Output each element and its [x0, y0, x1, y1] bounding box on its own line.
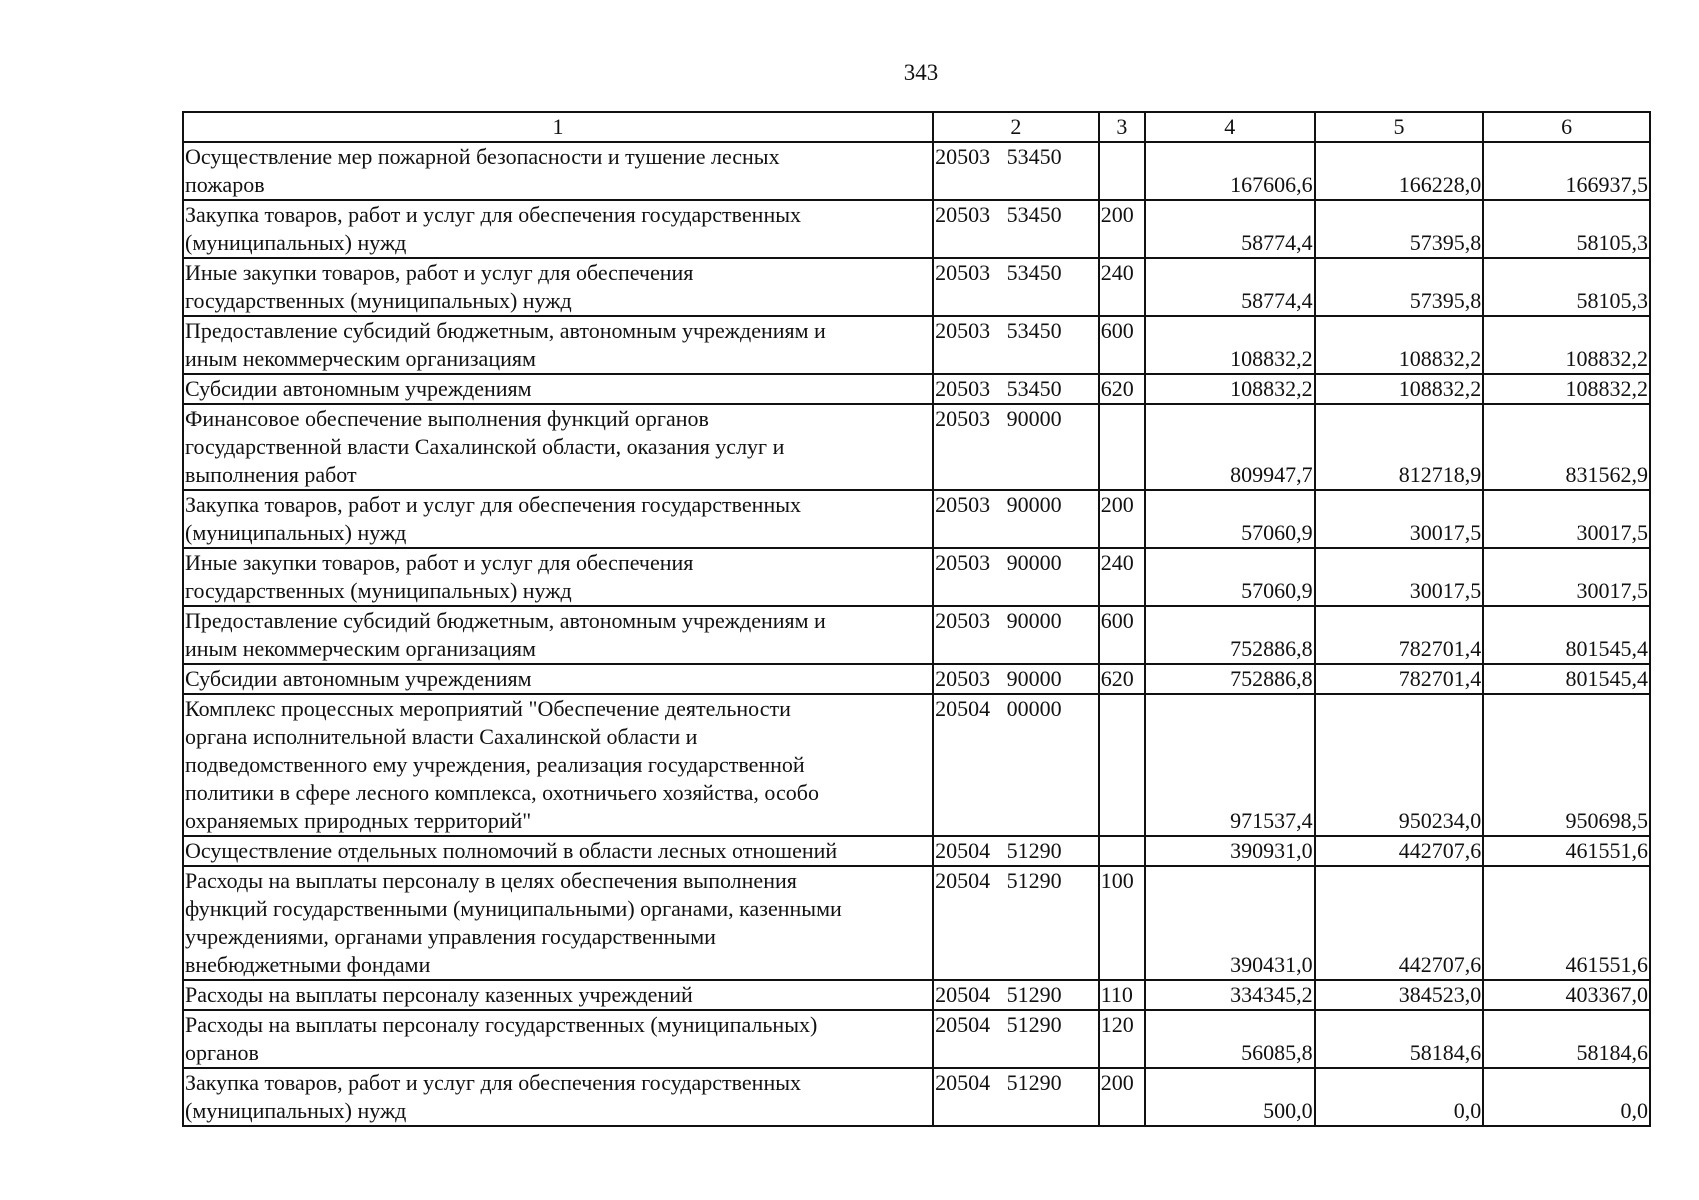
row-description: Закупка товаров, работ и услуг для обеспечения государственных (муниципальных) нужд [183, 200, 933, 258]
row-expense-type: 120 [1099, 1010, 1145, 1068]
table-row [183, 836, 1650, 866]
row-value-col4: 390431,0 [1145, 866, 1315, 980]
row-value-col6: 30017,5 [1483, 490, 1650, 548]
row-code: 20503 90000 [933, 606, 1099, 664]
column-header: 2 [933, 112, 1099, 142]
row-code: 20503 90000 [933, 548, 1099, 606]
row-code: 20503 53450 [933, 374, 1099, 404]
row-expense-type: 200 [1099, 490, 1145, 548]
row-description: Комплекс процессных мероприятий "Обеспечение деятельности органа исполнительной власти Сахалинской области и подведомственного ему учреждения, реализация государственной политики в сфере лесного комплекса, охотничьего хозяйства, особо охраняемых природных территорий" [183, 694, 933, 836]
table-row [183, 1010, 1650, 1068]
row-value-col4: 334345,2 [1145, 980, 1315, 1010]
column-header: 4 [1145, 112, 1315, 142]
row-value-col5: 442707,6 [1315, 866, 1484, 980]
row-code: 20504 00000 [933, 694, 1099, 836]
row-description: Предоставление субсидий бюджетным, автономным учреждениям и иным некоммерческим организациям [183, 606, 933, 664]
row-description: Осуществление отдельных полномочий в области лесных отношений [183, 836, 933, 866]
row-expense-type: 100 [1099, 866, 1145, 980]
row-value-col6: 58105,3 [1483, 258, 1650, 316]
budget-table-body [183, 112, 1650, 1126]
row-value-col4: 500,0 [1145, 1068, 1315, 1126]
row-expense-type: 600 [1099, 606, 1145, 664]
table-row [183, 866, 1650, 980]
row-value-col5: 442707,6 [1315, 836, 1484, 866]
row-description: Расходы на выплаты персоналу в целях обеспечения выполнения функций государственными (муниципальными) органами, казенными учреждениями, органами управления государственными внебюджетными фондами [183, 866, 933, 980]
column-header: 5 [1315, 112, 1484, 142]
row-value-col6: 108832,2 [1483, 316, 1650, 374]
row-description: Субсидии автономным учреждениям [183, 374, 933, 404]
row-description: Расходы на выплаты персоналу государственных (муниципальных) органов [183, 1010, 933, 1068]
row-value-col4: 971537,4 [1145, 694, 1315, 836]
table-row [183, 548, 1650, 606]
row-code: 20503 90000 [933, 664, 1099, 694]
row-value-col5: 950234,0 [1315, 694, 1484, 836]
row-value-col6: 0,0 [1483, 1068, 1650, 1126]
row-expense-type: 240 [1099, 548, 1145, 606]
row-value-col6: 801545,4 [1483, 606, 1650, 664]
row-value-col5: 57395,8 [1315, 200, 1484, 258]
row-value-col6: 950698,5 [1483, 694, 1650, 836]
row-expense-type: 110 [1099, 980, 1145, 1010]
row-value-col5: 0,0 [1315, 1068, 1484, 1126]
table-row [183, 404, 1650, 490]
row-code: 20503 53450 [933, 258, 1099, 316]
row-expense-type: 620 [1099, 374, 1145, 404]
row-description: Субсидии автономным учреждениям [183, 664, 933, 694]
row-code: 20503 53450 [933, 200, 1099, 258]
row-value-col5: 782701,4 [1315, 664, 1484, 694]
table-row [183, 316, 1650, 374]
row-value-col5: 30017,5 [1315, 490, 1484, 548]
row-expense-type: 620 [1099, 664, 1145, 694]
row-value-col4: 108832,2 [1145, 374, 1315, 404]
table-row [183, 664, 1650, 694]
row-code: 20504 51290 [933, 980, 1099, 1010]
row-expense-type [1099, 142, 1145, 200]
table-row [183, 980, 1650, 1010]
row-value-col4: 752886,8 [1145, 606, 1315, 664]
table-row [183, 490, 1650, 548]
row-value-col5: 30017,5 [1315, 548, 1484, 606]
table-header-row [183, 112, 1650, 142]
row-value-col6: 831562,9 [1483, 404, 1650, 490]
row-code: 20503 53450 [933, 316, 1099, 374]
row-value-col6: 403367,0 [1483, 980, 1650, 1010]
table-row [183, 142, 1650, 200]
budget-table [182, 111, 1651, 1127]
row-value-col6: 30017,5 [1483, 548, 1650, 606]
table-row [183, 374, 1650, 404]
row-value-col5: 57395,8 [1315, 258, 1484, 316]
row-value-col6: 108832,2 [1483, 374, 1650, 404]
row-value-col4: 752886,8 [1145, 664, 1315, 694]
row-value-col4: 809947,7 [1145, 404, 1315, 490]
row-value-col5: 108832,2 [1315, 316, 1484, 374]
row-value-col6: 166937,5 [1483, 142, 1650, 200]
row-expense-type: 240 [1099, 258, 1145, 316]
table-row [183, 1068, 1650, 1126]
row-value-col5: 384523,0 [1315, 980, 1484, 1010]
table-row [183, 606, 1650, 664]
row-value-col5: 108832,2 [1315, 374, 1484, 404]
table-row [183, 258, 1650, 316]
row-value-col6: 58105,3 [1483, 200, 1650, 258]
row-description: Финансовое обеспечение выполнения функций органов государственной власти Сахалинской области, оказания услуг и выполнения работ [183, 404, 933, 490]
row-value-col5: 58184,6 [1315, 1010, 1484, 1068]
row-expense-type: 200 [1099, 1068, 1145, 1126]
column-header: 6 [1483, 112, 1650, 142]
row-code: 20503 90000 [933, 490, 1099, 548]
row-code: 20504 51290 [933, 836, 1099, 866]
row-description: Закупка товаров, работ и услуг для обеспечения государственных (муниципальных) нужд [183, 1068, 933, 1126]
row-value-col4: 108832,2 [1145, 316, 1315, 374]
row-value-col4: 56085,8 [1145, 1010, 1315, 1068]
table-row [183, 200, 1650, 258]
row-value-col6: 461551,6 [1483, 866, 1650, 980]
column-header: 3 [1099, 112, 1145, 142]
row-value-col6: 461551,6 [1483, 836, 1650, 866]
row-description: Иные закупки товаров, работ и услуг для обеспечения государственных (муниципальных) нужд [183, 258, 933, 316]
row-value-col5: 166228,0 [1315, 142, 1484, 200]
row-value-col4: 58774,4 [1145, 200, 1315, 258]
row-code: 20504 51290 [933, 1068, 1099, 1126]
row-description: Предоставление субсидий бюджетным, автономным учреждениям и иным некоммерческим организациям [183, 316, 933, 374]
row-value-col4: 57060,9 [1145, 548, 1315, 606]
row-code: 20503 53450 [933, 142, 1099, 200]
row-code: 20504 51290 [933, 866, 1099, 980]
column-header: 1 [183, 112, 933, 142]
table-row [183, 694, 1650, 836]
row-description: Закупка товаров, работ и услуг для обеспечения государственных (муниципальных) нужд [183, 490, 933, 548]
row-value-col4: 167606,6 [1145, 142, 1315, 200]
row-expense-type [1099, 836, 1145, 866]
row-expense-type: 200 [1099, 200, 1145, 258]
row-code: 20503 90000 [933, 404, 1099, 490]
row-code: 20504 51290 [933, 1010, 1099, 1068]
row-value-col5: 782701,4 [1315, 606, 1484, 664]
row-description: Расходы на выплаты персоналу казенных учреждений [183, 980, 933, 1010]
row-value-col4: 390931,0 [1145, 836, 1315, 866]
row-description: Иные закупки товаров, работ и услуг для обеспечения государственных (муниципальных) нужд [183, 548, 933, 606]
row-expense-type [1099, 404, 1145, 490]
row-value-col5: 812718,9 [1315, 404, 1484, 490]
row-value-col6: 58184,6 [1483, 1010, 1650, 1068]
row-expense-type [1099, 694, 1145, 836]
row-value-col6: 801545,4 [1483, 664, 1650, 694]
page-number: 343 [903, 60, 939, 85]
row-value-col4: 57060,9 [1145, 490, 1315, 548]
row-expense-type: 600 [1099, 316, 1145, 374]
row-value-col4: 58774,4 [1145, 258, 1315, 316]
row-description: Осуществление мер пожарной безопасности и тушение лесных пожаров [183, 142, 933, 200]
